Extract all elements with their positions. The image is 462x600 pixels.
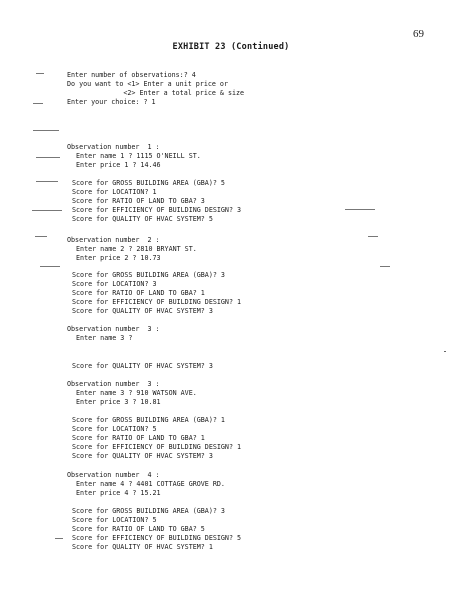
transcript-line: Score for EFFICIENCY OF BUILDING DESIGN? 5 bbox=[72, 533, 242, 542]
transcript-line: Observation number 3 : bbox=[67, 379, 160, 388]
transcript-line: Enter name 4 ? 4401 COTTAGE GROVE RD. bbox=[72, 479, 225, 488]
transcript-line: Score for RATIO OF LAND TO GBA? 5 bbox=[72, 524, 205, 533]
transcript-line: Observation number 4 : bbox=[67, 470, 160, 479]
page-number: 69 bbox=[413, 28, 424, 40]
transcript-line: Score for QUALITY OF HVAC SYSTEM? 3 bbox=[72, 451, 213, 460]
transcript-line: Enter price 4 ? 15.21 bbox=[72, 488, 161, 497]
transcript-line: Score for EFFICIENCY OF BUILDING DESIGN? 1 bbox=[72, 442, 242, 451]
margin-mark bbox=[40, 266, 60, 267]
transcript-line: Enter number of observations:? 4 bbox=[67, 70, 196, 79]
margin-mark bbox=[35, 236, 47, 237]
transcript-line: Score for LOCATION? 3 bbox=[72, 279, 157, 288]
margin-mark bbox=[368, 236, 378, 237]
margin-mark bbox=[36, 157, 60, 158]
transcript-line: Score for LOCATION? 1 bbox=[72, 187, 157, 196]
transcript-line: Enter your choice: ? 1 bbox=[67, 97, 156, 106]
margin-mark bbox=[33, 103, 43, 104]
margin-dot bbox=[444, 351, 446, 352]
margin-mark bbox=[380, 266, 390, 267]
transcript-line: Score for GROSS BUILDING AREA (GBA)? 3 bbox=[72, 270, 225, 279]
transcript-line: Score for EFFICIENCY OF BUILDING DESIGN? 1 bbox=[72, 297, 242, 306]
transcript-line: Score for QUALITY OF HVAC SYSTEM? 3 bbox=[72, 361, 213, 370]
transcript-line: Score for EFFICIENCY OF BUILDING DESIGN? 3 bbox=[72, 205, 242, 214]
transcript-line: Score for GROSS BUILDING AREA (GBA)? 1 bbox=[72, 415, 225, 424]
transcript-line: Score for RATIO OF LAND TO GBA? 1 bbox=[72, 288, 205, 297]
margin-mark bbox=[55, 538, 63, 539]
transcript-line: Score for GROSS BUILDING AREA (GBA)? 5 bbox=[72, 178, 225, 187]
margin-mark bbox=[33, 130, 59, 131]
transcript-line: Observation number 3 : bbox=[67, 324, 160, 333]
margin-mark bbox=[345, 209, 375, 210]
transcript-line: Enter price 2 ? 10.73 bbox=[72, 253, 161, 262]
transcript-line: Do you want to <1> Enter a unit price or bbox=[67, 79, 228, 88]
transcript-line: Enter name 1 ? 1115 O'NEILL ST. bbox=[72, 151, 201, 160]
exhibit-title: EXHIBIT 23 (Continued) bbox=[172, 42, 290, 52]
transcript-line: Observation number 1 : bbox=[67, 142, 160, 151]
transcript-line: Score for LOCATION? 5 bbox=[72, 515, 157, 524]
margin-mark bbox=[32, 210, 62, 211]
transcript-line: Enter price 1 ? 14.46 bbox=[72, 160, 161, 169]
transcript-line: Score for QUALITY OF HVAC SYSTEM? 3 bbox=[72, 306, 213, 315]
transcript-line: Score for GROSS BUILDING AREA (GBA)? 3 bbox=[72, 506, 225, 515]
transcript-line: Enter name 2 ? 2810 BRYANT ST. bbox=[72, 244, 197, 253]
transcript-line: Observation number 2 : bbox=[67, 235, 160, 244]
transcript-line: Score for LOCATION? 5 bbox=[72, 424, 157, 433]
transcript-line: Score for RATIO OF LAND TO GBA? 1 bbox=[72, 433, 205, 442]
transcript-line: <2> Enter a total price & size bbox=[67, 88, 245, 97]
transcript-line: Score for QUALITY OF HVAC SYSTEM? 1 bbox=[72, 542, 213, 551]
transcript-line: Enter name 3 ? 910 WATSON AVE. bbox=[72, 388, 197, 397]
margin-mark bbox=[36, 73, 44, 74]
margin-mark bbox=[36, 181, 58, 182]
transcript-line: Enter name 3 ? bbox=[72, 333, 133, 342]
transcript-line: Score for QUALITY OF HVAC SYSTEM? 5 bbox=[72, 214, 213, 223]
transcript-line: Enter price 3 ? 10.81 bbox=[72, 397, 161, 406]
transcript-line: Score for RATIO OF LAND TO GBA? 3 bbox=[72, 196, 205, 205]
